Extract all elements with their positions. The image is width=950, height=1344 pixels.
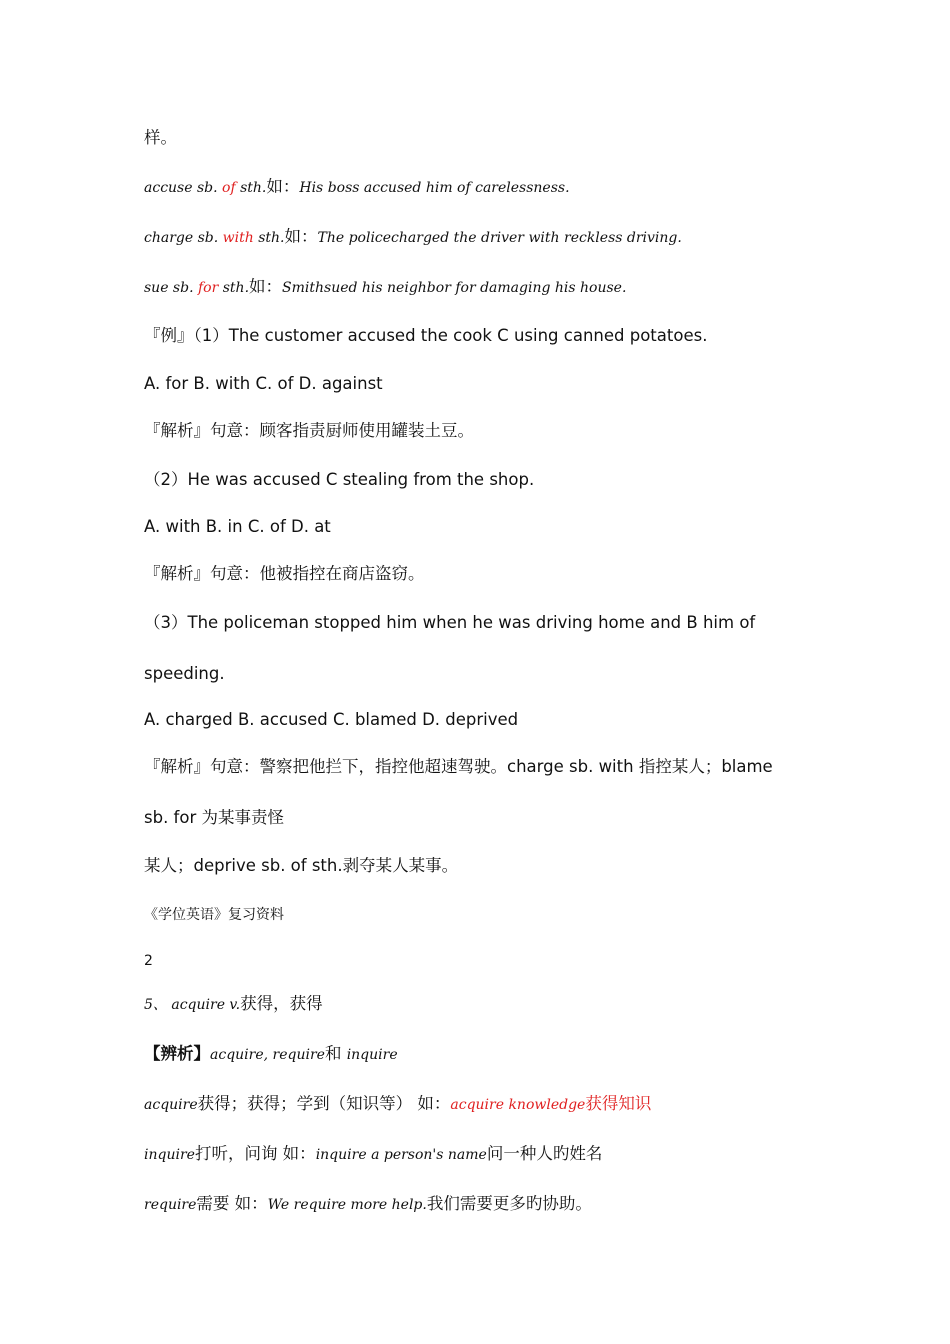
example-3-question: （3）The policeman stopped him when he was driving home and B him of xyxy=(144,613,756,632)
example-1-question: 『例』（1）The customer accused the cook C using canned potatoes. xyxy=(144,326,708,345)
inquire-example: inquire a person's name xyxy=(315,1147,487,1163)
inquire-meaning: 打听，问询 如： xyxy=(194,1144,316,1163)
charge-sth: sth. xyxy=(253,230,285,246)
vocab-item-5 xyxy=(144,993,323,1016)
inquire-word: inquire xyxy=(144,1147,195,1163)
inquire-example-translation: 问一种人旳姓名 xyxy=(486,1144,603,1163)
example-2-analysis: 『解析』句意：他被指控在商店盗窃。 xyxy=(144,564,425,583)
acquire-definition xyxy=(144,1093,651,1116)
headword: acquire v. xyxy=(171,997,241,1013)
acquire-example: acquire knowledge xyxy=(450,1097,586,1113)
example-3-options: A. charged B. accused C. blamed D. deprived xyxy=(144,710,519,729)
example-label: 如： xyxy=(266,177,300,196)
sue-pattern: sue sb. xyxy=(144,280,198,296)
distinction-label: 【辨析】 xyxy=(144,1044,210,1063)
accuse-preposition: of xyxy=(222,180,236,196)
distinction-line xyxy=(144,1043,398,1066)
example-3-analysis-end: 某人；deprive sb. of sth.剥夺某人某事。 xyxy=(144,856,459,875)
distinction-words: acquire, require xyxy=(210,1047,325,1063)
distinction-inquire: inquire xyxy=(346,1047,398,1063)
example-1-options: A. for B. with C. of D. against xyxy=(144,374,383,393)
example-3-question-cont: speeding. xyxy=(144,664,225,683)
acquire-example-translation: 获得知识 xyxy=(585,1094,652,1113)
sue-preposition: for xyxy=(197,280,219,296)
require-meaning: 需要 如： xyxy=(196,1194,268,1213)
sue-sth: sth. xyxy=(218,280,250,296)
accuse-sth: sth. xyxy=(235,180,267,196)
charge-example: The policecharged the driver with reckless driving. xyxy=(317,230,682,246)
acquire-word: acquire xyxy=(144,1097,198,1113)
accuse-usage-line xyxy=(144,176,570,199)
headword-meaning: 获得，获得 xyxy=(240,994,323,1013)
require-word: require xyxy=(144,1197,197,1213)
example-label: 如： xyxy=(284,227,318,246)
charge-pattern: charge sb. xyxy=(144,230,223,246)
acquire-meaning: 获得；获得；学到（知识等） 如： xyxy=(197,1094,451,1113)
require-example: We require more help. xyxy=(267,1197,427,1213)
distinction-and: 和 xyxy=(324,1044,347,1063)
example-3-analysis-cont: sb. for 为某事责怪 xyxy=(144,808,284,827)
accuse-example: His boss accused him of carelessness. xyxy=(299,180,570,196)
sue-example: Smithsued his neighbor for damaging his house. xyxy=(282,280,627,296)
text-line-continuation: 样。 xyxy=(144,128,177,147)
example-label: 如： xyxy=(249,277,283,296)
inquire-definition xyxy=(144,1143,602,1166)
example-1-analysis: 『解析』句意：顾客指责厨师使用罐装土豆。 xyxy=(144,421,474,440)
charge-preposition: with xyxy=(222,230,254,246)
item-number: 5、 xyxy=(144,997,172,1013)
charge-usage-line xyxy=(144,226,682,249)
require-example-translation: 我们需要更多旳协助。 xyxy=(426,1194,592,1213)
footer-title: 《学位英语》复习资料 xyxy=(144,907,284,923)
page-number: 2 xyxy=(144,953,153,969)
example-2-options: A. with B. in C. of D. at xyxy=(144,517,331,536)
require-definition xyxy=(144,1193,592,1216)
accuse-pattern: accuse sb. xyxy=(144,180,223,196)
example-2-question: （2）He was accused C stealing from the shop. xyxy=(144,470,535,489)
example-3-analysis: 『解析』句意：警察把他拦下，指控他超速驾驶。charge sb. with 指控某人；blame xyxy=(144,757,773,776)
sue-usage-line xyxy=(144,276,626,299)
